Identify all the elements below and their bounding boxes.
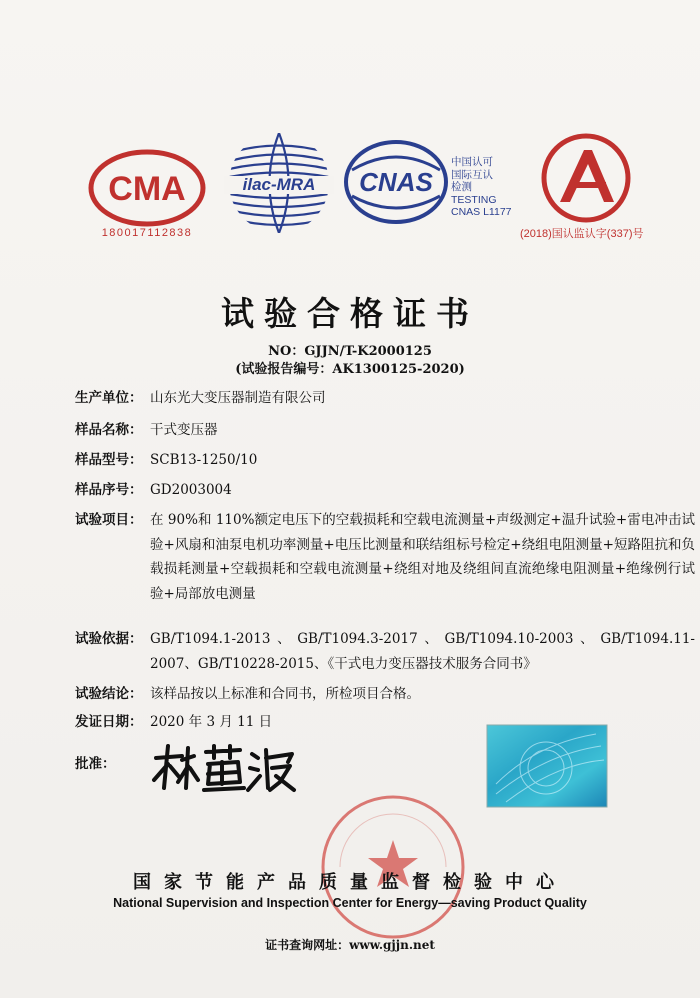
serial-value: GD2003004 <box>150 482 232 498</box>
organization-name-cn: 国家节能产品质量监督检验中心 <box>133 872 567 893</box>
approve-label: 批准： <box>75 756 116 772</box>
ilac-mra-logo-icon <box>220 128 338 238</box>
date-label: 发证日期： <box>75 714 143 730</box>
certificate-title: 试验合格证书 <box>221 294 479 333</box>
items-value: 在 90%和 110%额定电压下的空载损耗和空载电流测量+声级测定+温升试验+雷电冲击试验+风扇和油泵电机功率测量+电压比测量和联结组标号检定+绕组电阻测量+短路阻抗和负载损耗测量+空载损耗和空载电流测量+绕组对地及绕组间直流绝缘电阻测量+绝缘例行试验+局部放电测量 <box>150 512 695 602</box>
cma-logo-icon <box>88 148 206 228</box>
items-label: 试验项目： <box>75 512 143 528</box>
model-label: 样品型号： <box>75 452 143 468</box>
cnas-line: CNAS L1177 <box>451 206 512 218</box>
basis-value: GB/T1094.1-2013、GB/T1094.3-2017、GB/T1094.10-2003、GB/T1094.11-2007、GB/T10228-2015、《干式电力变压器技术服务合同书》 <box>150 631 695 672</box>
cnas-line: 检测 <box>451 181 472 193</box>
ilac-logo-text: ilac-MRA <box>242 175 316 194</box>
cnas-caption <box>451 156 512 219</box>
hologram-sticker-icon <box>486 724 608 808</box>
cnas-line: 中国认可 <box>451 156 493 168</box>
official-seal-icon <box>318 792 468 942</box>
basis-label: 试验依据： <box>75 631 143 647</box>
signature-icon <box>148 738 298 798</box>
conclusion-label: 试验结论： <box>75 686 143 702</box>
organization-name-en: National Supervision and Inspection Center for Energy—saving Product Quality <box>113 896 587 910</box>
manufacturer-value: 山东光大变压器制造有限公司 <box>150 390 326 406</box>
cnas-logo-text: CNAS <box>359 167 433 197</box>
cma-logo-text: CMA <box>108 170 186 208</box>
date-value: 2020 年 3 月 11 日 <box>150 714 273 730</box>
cma-number: 180017112838 <box>101 227 193 239</box>
cal-logo-icon <box>540 132 632 224</box>
product-label: 样品名称： <box>75 422 143 438</box>
product-value: 干式变压器 <box>150 422 218 438</box>
cnas-line: TESTING <box>451 193 497 206</box>
certificate-query-url: 证书查询网址：www.gjjn.net <box>265 938 435 952</box>
serial-label: 样品序号： <box>75 482 143 498</box>
manufacturer-label: 生产单位： <box>75 390 143 406</box>
cal-caption: (2018)国认监认字(337)号 <box>520 228 644 240</box>
conclusion-value: 该样品按以上标准和合同书，所检项目合格。 <box>150 686 420 702</box>
model-value: SCB13-1250/10 <box>150 452 258 468</box>
cnas-line: 国际互认 <box>451 168 493 181</box>
report-number: (试验报告编号：AK1300125-2020) <box>235 362 465 377</box>
certificate-number: NO：GJJN/T-K2000125 <box>268 344 432 359</box>
cnas-logo-icon <box>344 140 448 224</box>
